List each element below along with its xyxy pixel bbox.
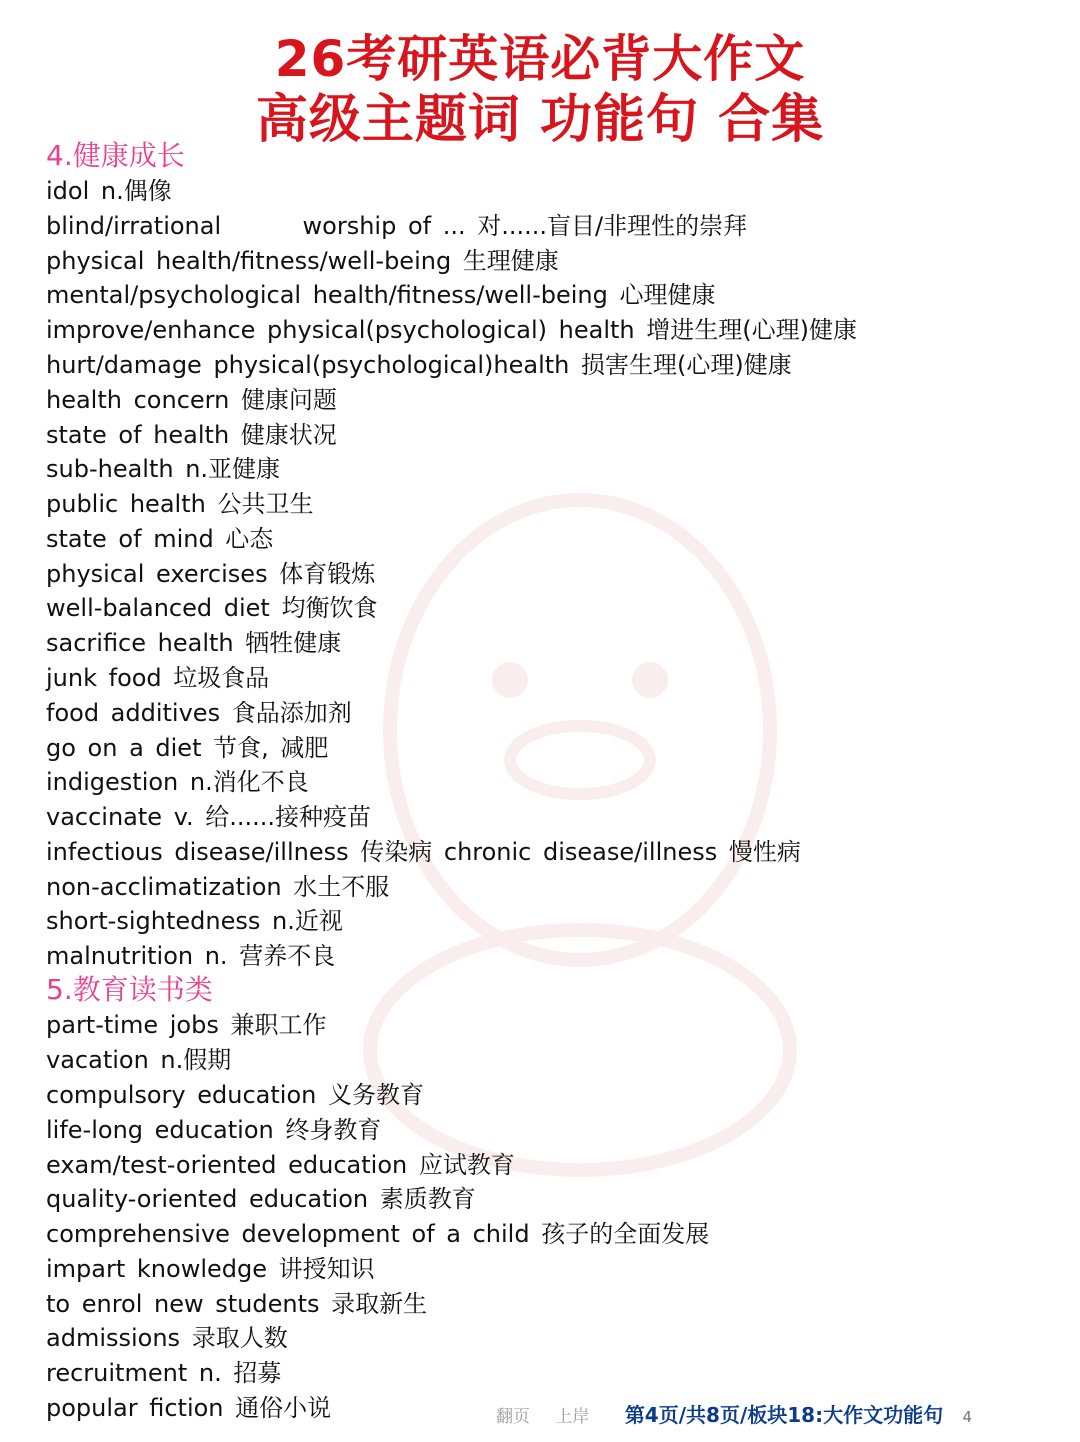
vocab-line: blind/irrational worship of ... 对......盲目/非理性的崇拜 <box>46 212 748 240</box>
vocab-line: improve/enhance physical(psychological) health 增进生理(心理)健康 <box>46 316 857 344</box>
vocab-line: recruitment n. 招募 <box>46 1359 282 1387</box>
page-title-line2: 高级主题词 功能句 合集 <box>255 90 825 150</box>
vocab-line: physical health/fitness/well-being 生理健康 <box>46 247 559 275</box>
vocab-line: admissions 录取人数 <box>46 1324 288 1352</box>
vocab-line: vacation n.假期 <box>46 1046 232 1074</box>
vocab-line: to enrol new students 录取新生 <box>46 1290 428 1318</box>
vocab-line: state of mind 心态 <box>46 525 274 553</box>
flip-page-link[interactable]: 翻页 <box>496 1407 530 1427</box>
section-heading-health: 4.健康成长 <box>46 139 185 172</box>
vocab-line: physical exercises 体育锻炼 <box>46 560 376 588</box>
vocab-line: compulsory education 义务教育 <box>46 1081 424 1109</box>
mascot-watermark <box>350 430 810 1190</box>
vocab-line: health concern 健康问题 <box>46 386 337 414</box>
vocab-line: quality-oriented education 素质教育 <box>46 1185 476 1213</box>
vocab-line: sub-health n.亚健康 <box>46 455 281 483</box>
shore-text: 上岸 <box>555 1407 590 1427</box>
vocab-line: non-acclimatization 水土不服 <box>46 873 390 901</box>
vocab-line: public health 公共卫生 <box>46 490 314 518</box>
vocab-line: sacrifice health 牺牲健康 <box>46 629 342 657</box>
vocab-line: hurt/damage physical(psychological)health 损害生理(心理)健康 <box>46 351 792 379</box>
vocab-line: idol n.偶像 <box>46 177 172 205</box>
vocab-line: state of health 健康状况 <box>46 421 337 449</box>
vocab-line: part-time jobs 兼职工作 <box>46 1011 327 1039</box>
page-info: 第4页/共8页/板块18:大作文功能句 <box>624 1403 944 1427</box>
vocab-line: mental/psychological health/fitness/well-being 心理健康 <box>46 281 716 309</box>
vocab-line: comprehensive development of a child 孩子的全面发展 <box>46 1220 710 1248</box>
vocab-line: vaccinate v. 给......接种疫苗 <box>46 803 372 831</box>
page-number: 4 <box>962 1408 973 1426</box>
vocab-line: life-long education 终身教育 <box>46 1116 382 1144</box>
vocab-line: exam/test-oriented education 应试教育 <box>46 1151 515 1179</box>
vocab-line: well-balanced diet 均衡饮食 <box>46 594 378 622</box>
page-footer <box>496 1400 972 1432</box>
vocab-line: go on a diet 节食, 减肥 <box>46 734 329 762</box>
vocab-line: food additives 食品添加剂 <box>46 699 352 727</box>
page-title-line1: 26考研英语必背大作文 <box>274 30 806 88</box>
vocab-line: infectious disease/illness 传染病 chronic disease/illness 慢性病 <box>46 838 801 866</box>
vocab-line: impart knowledge 讲授知识 <box>46 1255 375 1283</box>
vocab-line: popular fiction 通俗小说 <box>46 1394 332 1422</box>
vocab-line: short-sightedness n.近视 <box>46 907 343 935</box>
vocab-line: junk food 垃圾食品 <box>46 664 270 692</box>
vocab-line: malnutrition n. 营养不良 <box>46 942 336 970</box>
section-heading-education: 5.教育读书类 <box>46 973 213 1006</box>
vocab-line: indigestion n.消化不良 <box>46 768 309 796</box>
